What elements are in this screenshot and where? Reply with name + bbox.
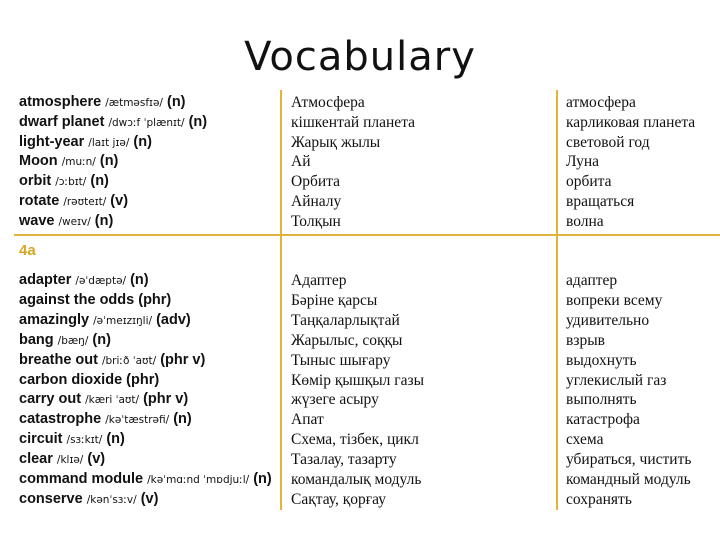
term-part-of-speech: (n) [99, 153, 119, 170]
kazakh-translation: Схема, тізбек, цикл [291, 431, 419, 449]
term-word: circuit [19, 431, 63, 448]
term-word: rotate [19, 193, 60, 209]
term-pronunciation: /ɔːbɪt/ [55, 176, 87, 189]
term-part-of-speech: (n) [90, 173, 109, 190]
english-term [19, 351, 205, 370]
term-word: orbit [19, 173, 52, 190]
english-term [19, 152, 118, 171]
russian-translation: волна [566, 212, 604, 230]
kazakh-translation: Адаптер [291, 272, 347, 289]
russian-translation: атмосфера [566, 94, 636, 111]
term-word: breathe out [19, 351, 98, 368]
term-word: Moon [19, 153, 58, 170]
kazakh-translation: Тыныс шығару [291, 351, 391, 369]
english-term [19, 390, 188, 409]
term-part-of-speech: (v) [87, 451, 106, 468]
term-word: catastrophe [19, 411, 102, 428]
kazakh-translation: Жарық жылы [291, 133, 381, 151]
english-term [19, 113, 207, 132]
term-word: adapter [19, 272, 72, 288]
term-part-of-speech: (n) [94, 212, 114, 229]
kazakh-translation: кішкентай планета [291, 113, 416, 131]
english-term [19, 470, 272, 489]
english-term [19, 93, 186, 112]
kazakh-translation: командалық модуль [291, 471, 422, 488]
term-part-of-speech: (n) [173, 411, 192, 428]
kazakh-translation: Апат [291, 411, 324, 429]
russian-translation: световой год [566, 133, 650, 151]
term-part-of-speech: (phr v) [143, 391, 189, 408]
section-label: 4a [19, 242, 36, 259]
term-pronunciation: /briːð ˈaʊt/ [101, 354, 157, 367]
term-pronunciation: /muːn/ [61, 156, 96, 169]
english-term [19, 133, 152, 152]
term-part-of-speech: (v) [140, 490, 159, 507]
term-word: against the odds [19, 291, 135, 308]
kazakh-translation: Айналу [291, 193, 342, 210]
term-part-of-speech: (n) [92, 331, 111, 348]
russian-translation: выполнять [566, 391, 637, 409]
english-term [19, 371, 159, 390]
english-term [19, 291, 171, 310]
term-pronunciation: /weɪv/ [58, 215, 91, 228]
page-title: Vocabulary [244, 34, 476, 80]
term-word: amazingly [19, 311, 90, 328]
kazakh-translation: Орбита [291, 173, 340, 191]
term-part-of-speech: (phr v) [160, 351, 206, 368]
term-word: atmosphere [19, 94, 102, 110]
term-pronunciation: /laɪt jɪə/ [88, 136, 130, 149]
term-pronunciation: /dwɔːf ˈplænɪt/ [108, 116, 185, 129]
english-term [19, 331, 111, 350]
kazakh-translation: Атмосфера [291, 94, 365, 111]
term-word: conserve [19, 490, 83, 507]
russian-translation: убираться, чистить [566, 451, 692, 469]
russian-translation: взрыв [566, 331, 605, 349]
kazakh-translation: Таңқаларлықтай [291, 311, 400, 329]
english-term [19, 271, 149, 290]
term-word: light-year [19, 133, 85, 150]
kazakh-translation: Ай [291, 153, 311, 171]
kazakh-translation: Жарылыс, соққы [291, 331, 403, 349]
term-word: bang [19, 331, 54, 348]
kazakh-translation: Бәріне қарсы [291, 291, 378, 309]
term-part-of-speech: (v) [110, 193, 129, 209]
term-word: carbon dioxide [19, 371, 123, 388]
term-pronunciation: /sɜːkɪt/ [66, 434, 103, 447]
russian-translation: карликовая планета [566, 113, 696, 131]
term-pronunciation: /kəˈtæstrəfi/ [105, 414, 170, 427]
term-pronunciation: /əˈdæptə/ [75, 275, 127, 287]
column-divider-1 [280, 90, 282, 510]
kazakh-translation: жүзеге асыру [291, 391, 379, 409]
kazakh-translation: Толқын [291, 212, 341, 230]
kazakh-translation: Тазалау, тазарту [291, 451, 397, 469]
term-word: clear [19, 451, 53, 468]
russian-translation: выдохнуть [566, 351, 637, 369]
russian-translation: вопреки всему [566, 291, 663, 309]
column-divider-2 [556, 90, 558, 510]
term-part-of-speech: (n) [167, 94, 186, 110]
term-part-of-speech: (n) [188, 113, 208, 130]
term-part-of-speech: (phr) [126, 371, 160, 388]
russian-translation: командный модуль [566, 471, 691, 488]
english-term [19, 430, 125, 449]
section-divider [14, 234, 720, 236]
russian-translation: Луна [566, 153, 600, 171]
term-pronunciation: /əˈmeɪzɪŋli/ [93, 314, 153, 327]
term-part-of-speech: (n) [106, 431, 125, 448]
english-term [19, 212, 113, 231]
term-word: carry out [19, 391, 82, 408]
russian-translation: схема [566, 431, 604, 449]
english-term [19, 172, 109, 191]
russian-translation: вращаться [566, 193, 635, 210]
english-term [19, 450, 105, 469]
russian-translation: удивительно [566, 311, 650, 329]
term-part-of-speech: (n) [130, 272, 149, 288]
term-pronunciation: /kəˈmɑːnd ˈmɒdjuːl/ [147, 474, 250, 486]
english-term [19, 192, 128, 211]
term-part-of-speech: (n) [253, 471, 272, 487]
term-pronunciation: /kæri ˈaʊt/ [85, 394, 140, 407]
russian-translation: сохранять [566, 490, 632, 508]
english-term [19, 490, 158, 509]
russian-translation: адаптер [566, 272, 618, 289]
term-part-of-speech: (adv) [156, 311, 191, 328]
term-word: wave [19, 212, 55, 229]
term-pronunciation: /ætməsfɪə/ [105, 97, 163, 109]
term-part-of-speech: (phr) [138, 291, 172, 308]
term-pronunciation: /rəʊteɪt/ [63, 196, 107, 208]
term-pronunciation: /klɪə/ [56, 454, 84, 467]
term-pronunciation: /kənˈsɜːv/ [86, 493, 137, 506]
term-word: command module [19, 471, 144, 487]
kazakh-translation: Көмір қышқыл газы [291, 371, 425, 389]
russian-translation: орбита [566, 173, 612, 191]
kazakh-translation: Сақтау, қорғау [291, 490, 386, 508]
english-term [19, 311, 191, 330]
russian-translation: углекислый газ [566, 371, 667, 389]
english-term [19, 410, 192, 429]
term-part-of-speech: (n) [133, 133, 152, 150]
term-word: dwarf planet [19, 113, 105, 130]
russian-translation: катастрофа [566, 411, 640, 429]
term-pronunciation: /bæŋ/ [57, 334, 89, 347]
